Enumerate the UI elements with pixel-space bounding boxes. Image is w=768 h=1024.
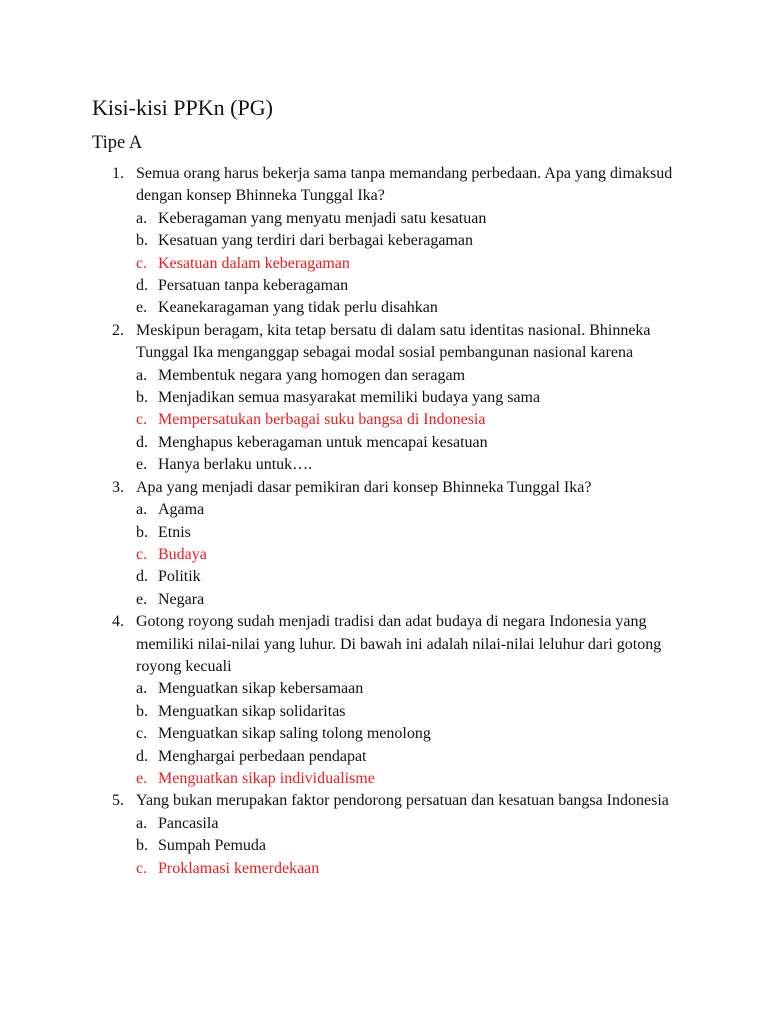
- answer-option: [136, 701, 688, 723]
- question-text: Meskipun beragam, kita tetap bersatu di dalam satu identitas nasional. Bhinneka Tunggal Ika menganggap sebagai modal sosial pembangunan nasional karena: [136, 321, 651, 362]
- question-text: Semua orang harus bekerja sama tanpa memandang perbedaan. Apa yang dimaksud dengan konsep Bhinneka Tunggal Ika?: [136, 165, 673, 205]
- option-text: Sumpah Pemuda: [158, 837, 266, 855]
- answer-option: [136, 589, 688, 611]
- correct-answer-option: [136, 768, 688, 790]
- answer-option: [136, 723, 688, 745]
- option-label: c.: [136, 725, 148, 743]
- option-label: e.: [136, 769, 148, 787]
- question-number: 1.: [112, 165, 124, 182]
- correct-answer-option: [136, 858, 688, 880]
- answer-option: [136, 813, 688, 835]
- option-label: c.: [136, 545, 148, 563]
- option-label: b.: [136, 523, 148, 541]
- question-item: [0, 790, 768, 880]
- option-text: Pancasila: [158, 814, 219, 832]
- question-text: Gotong royong sudah menjadi tradisi dan adat budaya di negara Indonesia yang memiliki nilai-nilai yang luhur. Di bawah ini adalah nilai-nilai leluhur dari gotong royong kecuali: [136, 613, 662, 675]
- option-label: a.: [136, 680, 148, 698]
- option-list: [136, 678, 688, 790]
- option-text: Proklamasi kemerdekaan: [158, 859, 320, 877]
- option-text: Menguatkan sikap solidaritas: [158, 702, 346, 720]
- option-list: [136, 208, 688, 320]
- answer-option: [136, 835, 688, 857]
- question-item: [0, 477, 768, 611]
- option-label: e.: [136, 299, 148, 317]
- option-text: Hanya berlaku untuk….: [158, 456, 313, 474]
- document-title: Kisi-kisi PPKn (PG): [92, 95, 273, 120]
- option-label: e.: [136, 456, 148, 474]
- option-text: Menjadikan semua masyarakat memiliki budaya yang sama: [158, 389, 541, 407]
- option-list: [136, 813, 688, 880]
- option-list: [136, 499, 688, 611]
- option-text: Membentuk negara yang homogen dan seragam: [158, 366, 466, 384]
- option-label: b.: [136, 837, 148, 855]
- answer-option: [136, 208, 688, 230]
- option-label: d.: [136, 433, 148, 451]
- option-text: Keberagaman yang menyatu menjadi satu kesatuan: [158, 209, 487, 227]
- answer-option: [136, 499, 688, 521]
- question-number: 2.: [112, 321, 124, 339]
- option-label: d.: [136, 568, 148, 586]
- question-item: [0, 611, 768, 790]
- option-text: Menghargai perbedaan pendapat: [158, 747, 367, 765]
- option-label: b.: [136, 232, 148, 250]
- question-item: [0, 163, 768, 320]
- option-label: e.: [136, 590, 148, 608]
- option-text: Negara: [158, 590, 205, 608]
- option-list: [136, 365, 688, 477]
- correct-answer-option: [136, 409, 688, 431]
- option-text: Mempersatukan berbagai suku bangsa di Indonesia: [158, 411, 486, 429]
- answer-option: [136, 275, 688, 297]
- option-label: c.: [136, 411, 148, 429]
- option-text: Menguatkan sikap individualisme: [158, 769, 375, 787]
- option-label: b.: [136, 702, 148, 720]
- document-subtitle: Tipe A: [92, 133, 143, 153]
- option-text: Menguatkan sikap saling tolong menolong: [158, 725, 431, 743]
- option-text: Persatuan tanpa keberagaman: [158, 277, 349, 295]
- question-number: 4.: [112, 613, 124, 631]
- answer-option: [136, 297, 688, 319]
- answer-option: [136, 678, 688, 700]
- answer-option: [136, 746, 688, 768]
- option-text: Menguatkan sikap kebersamaan: [158, 680, 364, 698]
- option-text: Etnis: [158, 523, 191, 541]
- answer-option: [136, 566, 688, 588]
- option-text: Keanekaragaman yang tidak perlu disahkan: [158, 299, 438, 317]
- option-text: Menghapus keberagaman untuk mencapai kesatuan: [158, 433, 488, 451]
- option-label: b.: [136, 389, 148, 407]
- option-text: Kesatuan dalam keberagaman: [158, 254, 350, 272]
- option-label: a.: [136, 501, 148, 519]
- option-text: Budaya: [158, 545, 207, 563]
- option-label: c.: [136, 254, 148, 272]
- question-text: Apa yang menjadi dasar pemikiran dari konsep Bhinneka Tunggal Ika?: [136, 478, 592, 496]
- question-number: 3.: [112, 478, 124, 496]
- question-number: 5.: [112, 792, 124, 810]
- option-text: Politik: [158, 568, 201, 586]
- option-text: Kesatuan yang terdiri dari berbagai keberagaman: [158, 232, 473, 250]
- question-item: [0, 320, 768, 477]
- option-label: a.: [136, 814, 148, 832]
- answer-option: [136, 365, 688, 387]
- answer-option: [136, 522, 688, 544]
- correct-answer-option: [136, 253, 688, 275]
- correct-answer-option: [136, 544, 688, 566]
- option-label: d.: [136, 277, 148, 295]
- answer-option: [136, 387, 688, 409]
- question-text: Yang bukan merupakan faktor pendorong persatuan dan kesatuan bangsa Indonesia: [136, 792, 669, 810]
- answer-option: [136, 454, 688, 476]
- option-label: a.: [136, 366, 148, 384]
- answer-option: [136, 432, 688, 454]
- option-label: a.: [136, 209, 148, 227]
- option-label: c.: [136, 859, 148, 877]
- option-text: Agama: [158, 501, 205, 519]
- option-label: d.: [136, 747, 148, 765]
- answer-option: [136, 230, 688, 252]
- question-list: [0, 163, 768, 880]
